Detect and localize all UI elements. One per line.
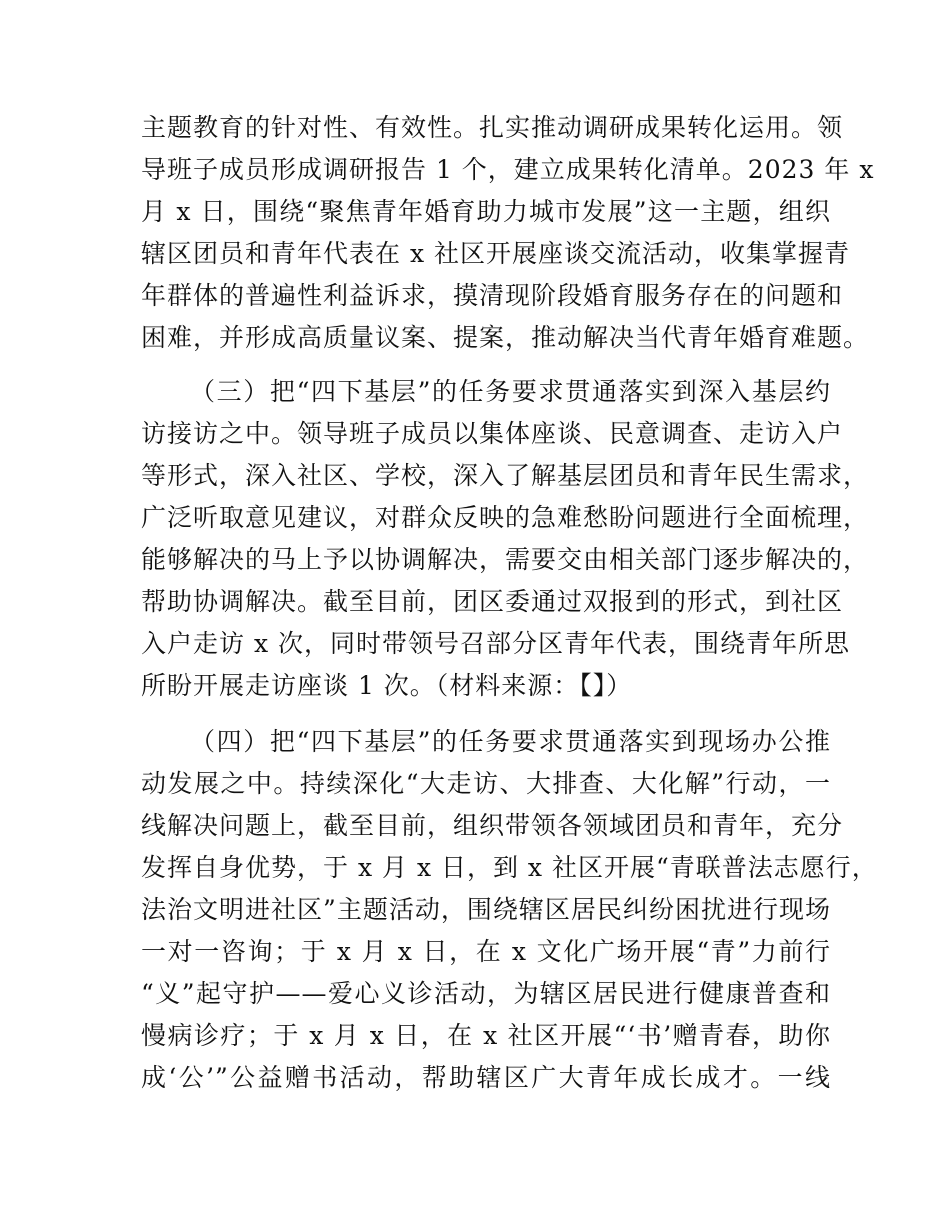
text-line: 一对一咨询；于 x 月 x 日，在 x 文化广场开展“青”力前行: [141, 937, 831, 966]
text-line: 帮助协调解决。截至目前，团区委通过双报到的形式，到社区: [141, 587, 844, 616]
text-line: 法治文明进社区”主题活动，围绕辖区居民纠纷困扰进行现场: [141, 895, 831, 924]
text-line: 慢病诊疗；于 x 月 x 日，在 x 社区开展“‘书’赠青春，助你: [141, 1021, 831, 1050]
text-line: 月 x 日，围绕“聚焦青年婚育助力城市发展”这一主题，组织: [141, 197, 831, 226]
text-line: 年群体的普遍性利益诉求，摸清现阶段婚育服务存在的问题和: [141, 281, 844, 310]
text-line: 广泛听取意见建议，对群众反映的急难愁盼问题进行全面梳理，: [141, 503, 870, 532]
text-line: 困难，并形成高质量议案、提案，推动解决当代青年婚育难题。: [141, 323, 870, 352]
text-line: 主题教育的针对性、有效性。扎实推动调研成果转化运用。领: [141, 113, 844, 142]
text-line: 动发展之中。持续深化“大走访、大排查、大化解”行动，一: [141, 769, 831, 798]
text-line: 入户走访 x 次，同时带领号召部分区青年代表，围绕青年所思: [141, 629, 850, 658]
text-line: 辖区团员和青年代表在 x 社区开展座谈交流活动，收集掌握青: [141, 239, 850, 268]
text-line: （四）把“四下基层”的任务要求贯通落实到现场办公推: [190, 727, 831, 756]
text-line: （三）把“四下基层”的任务要求贯通落实到深入基层约: [190, 377, 831, 406]
text-line: “义”起守护——爱心义诊活动，为辖区居民进行健康普查和: [141, 979, 831, 1008]
text-line: 能够解决的马上予以协调解决，需要交由相关部门逐步解决的，: [141, 545, 870, 574]
text-line: 等形式，深入社区、学校，深入了解基层团员和青年民生需求，: [141, 461, 870, 490]
text-line: 发挥自身优势，于 x 月 x 日，到 x 社区开展“青联普法志愿行，: [141, 853, 878, 882]
text-line: 线解决问题上，截至目前，组织带领各领域团员和青年，充分: [141, 811, 844, 840]
text-line: 访接访之中。领导班子成员以集体座谈、民意调查、走访入户: [141, 419, 844, 448]
text-line: 成‘公’”公益赠书活动，帮助辖区广大青年成长成才。一线: [141, 1063, 831, 1092]
text-line: 所盼开展走访座谈 1 次。（材料来源：【】）: [141, 671, 633, 700]
text-line: 导班子成员形成调研报告 1 个，建立成果转化清单。2023 年 x: [141, 155, 875, 184]
